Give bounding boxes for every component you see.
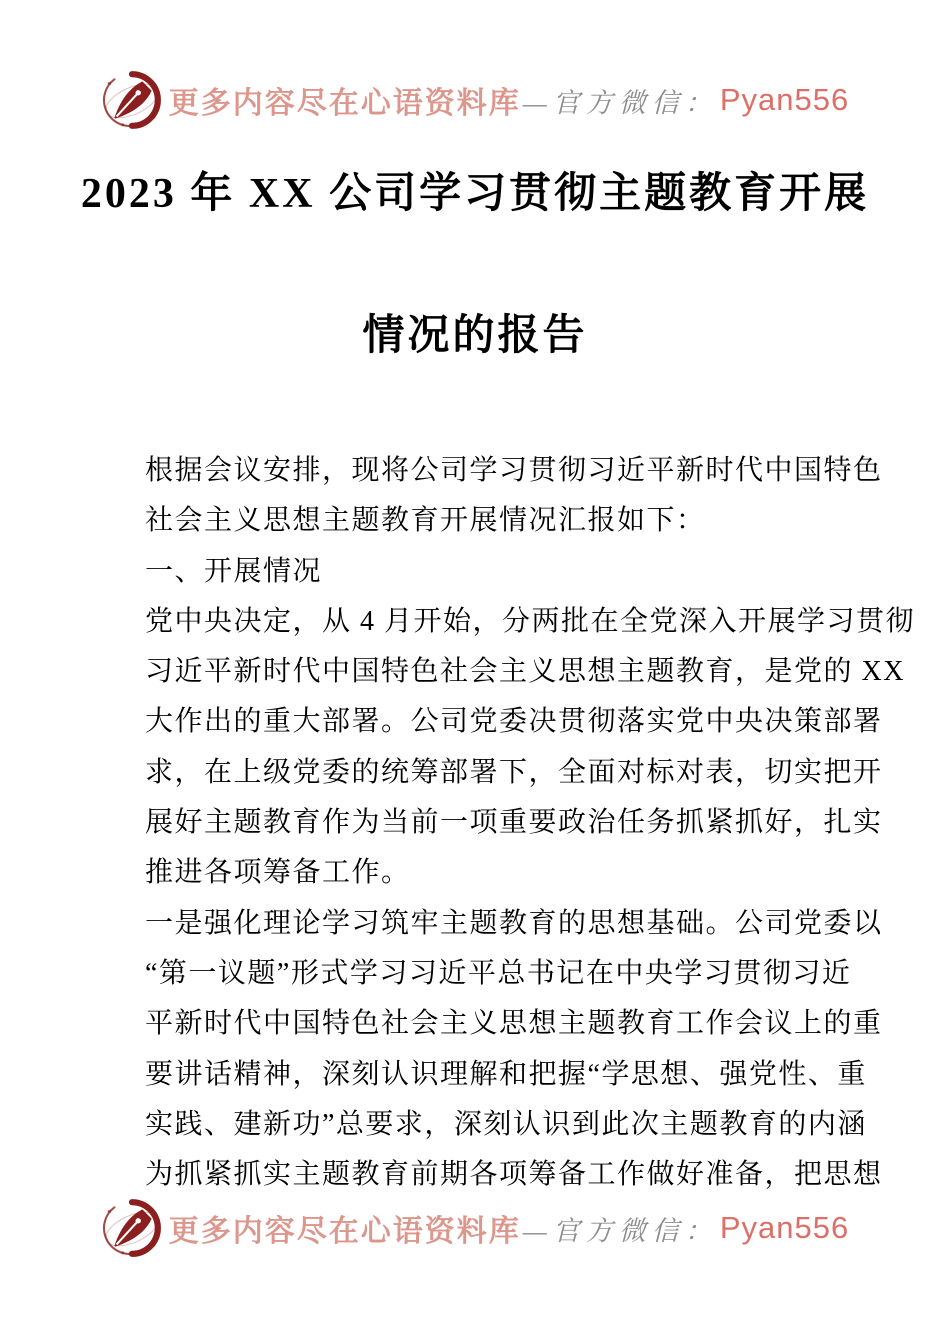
document-title-line1: 2023 年 XX 公司学习贯彻主题教育开展 — [80, 171, 870, 217]
body-line: 展好主题教育作为当前一项重要政治任务抓紧抓好，扎实 — [145, 807, 883, 839]
body-line: 一是强化理论学习筑牢主题教育的思想基础。公司党委以 — [145, 907, 883, 939]
document-title-line2: 情况的报告 — [362, 313, 588, 359]
body-line: 大作出的重大部署。公司党委决贯彻落实党中央决策部署 — [145, 706, 883, 738]
body-line: 平新时代中国特色社会主义思想主题教育工作会议上的重 — [145, 1008, 883, 1040]
body-line: 根据会议安排，现将公司学习贯彻习近平新时代中国特色 — [145, 455, 883, 486]
body-line: 要讲话精神，深刻认识理解和把握“学思想、强党性、重 — [145, 1058, 867, 1090]
body-line: 党中央决定，从 4 月开始，分两批在全党深入开展学习贯彻 — [145, 605, 916, 637]
body-line: 推进各项筹备工作。 — [145, 857, 411, 889]
body-line: 求，在上级党委的统筹部署下，全面对标对表，切实把开 — [145, 756, 883, 788]
body-line-section-heading: 一、开展情况 — [145, 555, 323, 587]
wechat-label: —官方微信： — [522, 87, 718, 118]
pen-nib-circle-logo-icon — [101, 1198, 163, 1258]
wechat-id: Pyan556 — [719, 82, 850, 117]
body-line: 为抓紧抓实主题教育前期各项筹备工作做好准备，把思想 — [145, 1159, 883, 1191]
wechat-id: Pyan556 — [719, 1210, 850, 1245]
brand-text: 更多内容尽在心语资料库 — [168, 87, 521, 120]
pen-nib-circle-logo-icon — [101, 70, 163, 130]
footer-watermark — [0, 1198, 950, 1258]
document-body — [145, 446, 916, 1200]
body-line: 习近平新时代中国特色社会主义思想主题教育，是党的 XX — [145, 656, 905, 688]
wechat-label: —官方微信： — [522, 1215, 718, 1246]
body-line: “第一议题”形式学习习近平总书记在中央学习贯彻习近 — [145, 957, 852, 989]
header-watermark — [0, 70, 950, 130]
brand-text: 更多内容尽在心语资料库 — [168, 1215, 521, 1248]
body-line: 社会主义思想主题教育开展情况汇报如下： — [145, 505, 706, 537]
body-line: 实践、建新功”总要求，深刻认识到此次主题教育的内涵 — [145, 1108, 867, 1140]
